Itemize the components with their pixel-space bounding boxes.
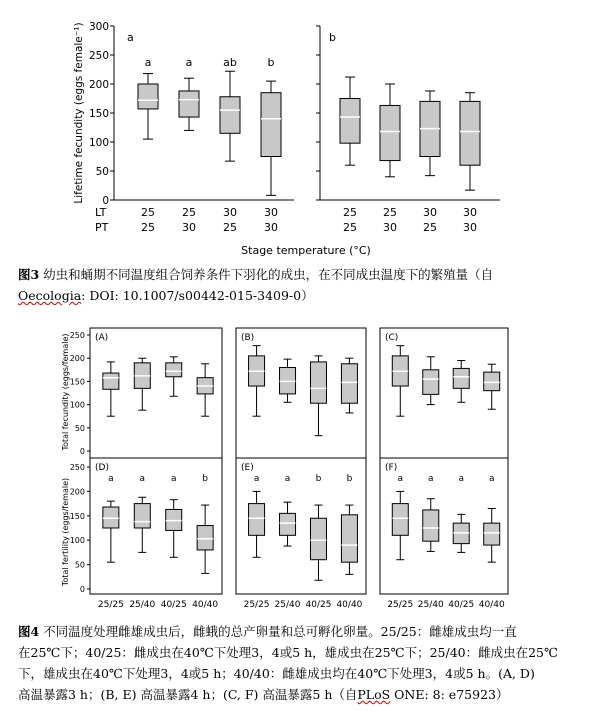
fig4-x-tick-label: 40/40 [336,600,363,610]
fig4-x-tick-label: 25/25 [387,600,414,610]
fig4-x-tick-label: 25/40 [129,600,156,610]
fig4-E-iqr [341,515,357,562]
fig4-A-box-2 [134,358,150,410]
fig4-D-box-1 [103,474,119,562]
fig4-E-sig-letter: b [315,474,322,484]
fig4-x-tick-label: 40/25 [305,600,332,610]
fig4-y-axis-label-bottom: Total fertility (eggs/female) [61,477,70,587]
fig3-tick-label: 200 [88,79,109,91]
fig4-F-sig-letter: a [428,474,434,484]
fig4-x-labels [98,600,505,610]
fig3-pt-value: 30 [463,221,477,234]
fig4-A-box-4 [197,364,213,416]
fig4-B-iqr [341,364,357,403]
fig3-lt-value: 25 [182,206,196,219]
fig3-caption-doi: : DOI: 10.1007/s00442-015-3409-0） [81,288,314,303]
fig4-tick-label: 100 [69,400,85,410]
fig4-F-sig-letter: a [488,474,495,484]
fig3-pt-value: 25 [343,221,357,234]
fig3-lt-value: 30 [223,206,237,219]
fig4-D-sig-letter: a [108,474,114,484]
fig4-B-iqr [310,362,326,403]
fig3-y-axis-label: Lifetime fecundity (eggs female⁻¹) [73,22,85,204]
fig4-F-box-4 [484,474,500,562]
fig4-panel-frame [380,328,508,458]
fig3-b-box-1 [340,77,360,165]
fig4-panel-label: (A) [95,333,109,343]
fig4-C-box-4 [484,364,500,409]
fig4-F-iqr [392,504,408,536]
fig3-lt-value: 30 [264,206,278,219]
fig3-pt-value: 30 [264,221,278,234]
fig3-a-iqr [261,93,281,157]
fig4-F-sig-letter: a [397,474,404,484]
fig3-tick-label: 0 [102,195,109,207]
fig4-F-iqr [423,510,439,541]
fig4-D-box-2 [134,474,150,552]
fig4-frames [90,328,508,594]
fig4-A-iqr [103,373,119,389]
fig3-pt-value: 25 [423,221,437,234]
fig4-x-tick-label: 40/25 [160,600,187,610]
fig4-caption-line3: 下，雄成虫在40℃下处理3，4或5 h；40/40：雌雄成虫均在40℃下处理3，4或5 h。(A, D) [18,666,535,681]
fig4-tick-label: 200 [69,354,85,364]
fig3-b-box-3 [420,91,440,176]
fig4-panel-label: (B) [241,333,255,343]
fig3-lt-value: 30 [463,206,477,219]
fig3-tick-label: 100 [88,137,109,149]
fig4-x-tick-label: 25/25 [97,600,124,610]
fig4-tick-label: 0 [79,585,85,594]
fig4-tick-label: 50 [74,423,85,433]
fig4-E-sig-letter: a [253,474,260,484]
fig3-lt-value: 25 [383,206,397,219]
fig3-caption-label: 图3 [18,267,40,282]
fig3-a-iqr [138,84,158,109]
fig4-D-sig-letter: b [202,474,209,484]
fig4-E-iqr [249,504,265,536]
fig4-E-sig-letter: b [346,474,353,484]
fig3-x-labels [141,206,477,234]
fig4-caption-line2: 在25℃下；40/25：雌成虫在40℃下处理3，4或5 h，雄成虫在25℃下；25/40：雌成虫在25℃ [18,645,558,660]
fig3-a-box-3 [220,56,240,161]
fig4-B-box-3 [310,356,326,436]
fig3-pt-value: 25 [223,221,237,234]
fig4-F-box-1 [392,474,408,560]
fig3-b-box-4 [460,93,480,190]
fig3-a-iqr [220,97,240,134]
fig4-E-box-4 [341,474,357,574]
fig4-D-box-3 [166,474,182,557]
fig4-caption-journal: PLoS [357,687,391,702]
fig3-lt-label: LT [95,206,107,219]
fig4-x-tick-label: 25/40 [274,600,301,610]
fig4-panel-label: (D) [95,463,109,473]
fig4-C-box-2 [423,357,439,405]
fig4-x-tick-label: 40/25 [448,600,475,610]
fig4-E-box-3 [310,474,326,580]
fig4-B-box-2 [280,359,296,402]
fig3-pt-label: PT [95,221,109,234]
fig4-A-box-1 [103,362,119,416]
fig4-D-iqr [134,504,150,528]
fig4-caption-line1: 不同温度处理雌雄成虫后，雌蛾的总产卵量和总可孵化卵量。25/25：雌雄成虫均一直 [39,624,517,639]
fig3-tick-label: 150 [88,108,109,120]
fig4-D-iqr [197,526,213,550]
fig3-boxes [138,56,480,195]
fig3-lt-value: 25 [343,206,357,219]
fig4-C-box-1 [392,346,408,417]
fig4-E-box-2 [280,474,296,546]
fig4-E-iqr [310,518,326,559]
fig3-y-ticks [89,21,320,207]
fig3-b-iqr [380,105,400,160]
fig4-tick-label: 150 [69,511,85,521]
fig3-a-sig-letter: a [144,56,152,69]
fig4-C-box-3 [453,361,469,403]
fig4-caption-line4b: ONE: 8: e75923） [390,687,509,702]
fig4-D-sig-letter: a [170,474,177,484]
fig3-a-box-4 [261,56,281,195]
fig4-A-box-3 [166,357,182,396]
fig4-F-box-2 [423,474,439,551]
fig4-tick-label: 250 [69,331,85,340]
fig4-F-iqr [484,523,500,545]
figure-4-caption [18,621,598,705]
fig3-a-sig-letter: ab [223,56,237,69]
fig4-B-box-1 [249,346,265,417]
fig4-panel-label: (F) [385,463,398,473]
fig4-boxes [103,346,500,581]
fig4-D-sig-letter: a [139,474,146,484]
fig3-lt-value: 25 [141,206,155,219]
fig3-x-axis-label: Stage temperature (°C) [241,244,371,257]
fig3-b-iqr [340,99,360,144]
fig3-tick-label: 300 [88,21,109,33]
fig4-caption-line4a: 高温暴露3 h；(B, E) 高温暴露4 h；(C, F) 高温暴露5 h（自 [18,687,358,702]
figure-3-caption [18,264,598,306]
fig4-F-sig-letter: a [458,474,464,484]
fig4-tick-label: 250 [69,463,85,472]
fig4-B-box-4 [341,358,357,413]
fig4-tick-label: 50 [74,560,85,570]
fig4-F-box-3 [453,474,469,552]
fig4-D-box-4 [197,474,213,573]
fig3-tick-label: 250 [88,50,109,62]
fig4-C-iqr [453,368,469,388]
fig3-tick-label: 50 [95,166,109,178]
fig4-panel-label: (C) [385,333,399,343]
fig3-caption-text: 幼虫和蛹期不同温度组合饲养条件下羽化的成虫，在不同成虫温度下的繁殖量（自 [39,267,494,282]
fig3-b-iqr [460,101,480,165]
fig3-panel-a-label: a [127,31,134,44]
fig4-x-tick-label: 40/40 [192,600,219,610]
fig3-a-sig-letter: b [267,56,275,69]
fig3-panel-b-label: b [329,31,336,44]
fig4-A-iqr [166,363,182,377]
fig4-tick-label: 100 [69,536,85,546]
fig4-E-iqr [280,513,296,535]
fig4-tick-label: 0 [79,447,85,456]
fig4-C-iqr [484,372,500,391]
fig4-C-iqr [423,370,439,395]
fig4-x-tick-label: 25/40 [417,600,444,610]
fig3-caption-journal: Oecologia [18,288,82,303]
fig4-caption-label: 图4 [18,624,40,639]
fig4-tick-label: 200 [69,487,85,497]
fig3-pt-value: 25 [141,221,155,234]
fig4-panel-label: (E) [241,463,254,473]
fig4-x-tick-label: 25/25 [243,600,270,610]
fig3-a-iqr [179,91,199,117]
fig4-E-sig-letter: a [284,474,291,484]
fig3-pt-value: 30 [182,221,196,234]
fig3-a-box-2 [179,56,199,130]
fig3-a-sig-letter: a [185,56,193,69]
fig3-lt-value: 30 [423,206,437,219]
fig4-y-axis-label-top: Total fecundity (eggs/female) [61,333,70,451]
fig4-x-tick-label: 40/40 [478,600,505,610]
fig4-y-ticks [70,331,90,594]
fig4-E-box-1 [249,474,265,557]
fig3-pt-value: 30 [383,221,397,234]
fig3-a-box-1 [138,56,158,139]
fig4-tick-label: 150 [69,377,85,387]
fig3-b-box-2 [380,84,400,177]
